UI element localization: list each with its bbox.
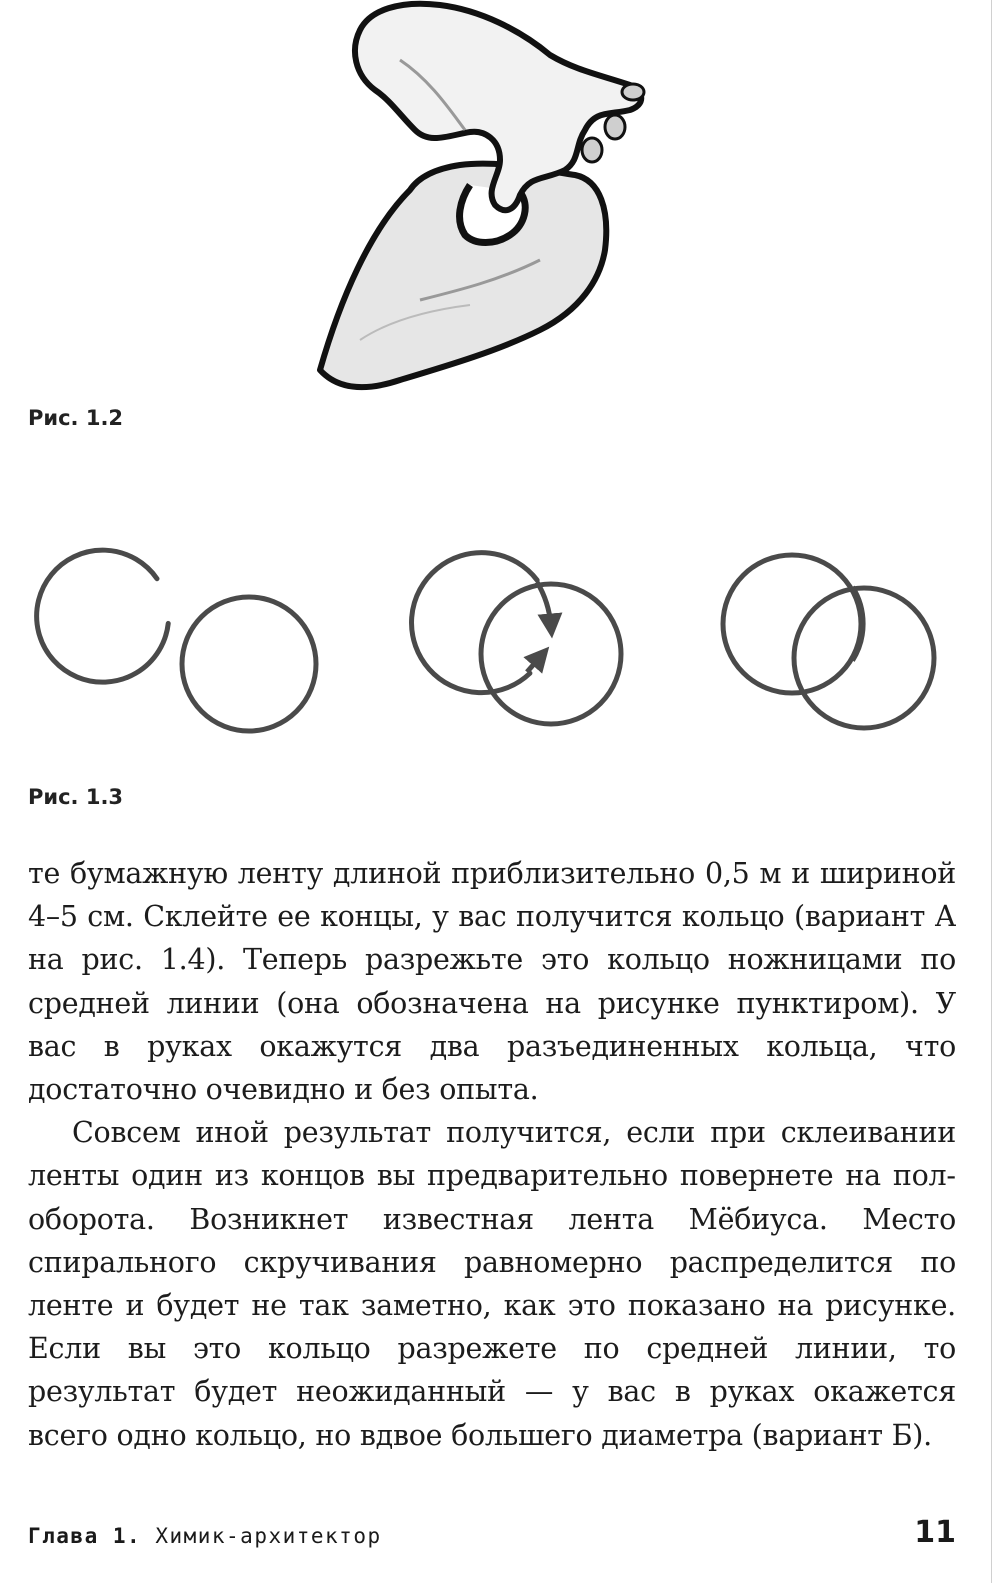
figure-1-2-caption: Рис. 1.2 <box>28 406 124 430</box>
figure-1-3-caption: Рис. 1.3 <box>28 785 124 809</box>
threaded-ring <box>481 584 621 724</box>
open-ring <box>37 550 169 682</box>
running-footer <box>28 1524 382 1548</box>
linked-ring-left <box>723 555 861 693</box>
threading-ring <box>412 553 538 693</box>
page-number: 11 <box>914 1515 956 1550</box>
paragraph-1: те бумажную ленту длиной приблизительно 0,5 м и шириной 4–5 см. Склейте ее концы, у вас получится кольцо (вариант А на рис. 1.4). Теперь разрежьте это кольцо ножницами по средней линии (она обозначена на рисунке пунктиром). У вас в руках окажутся два разъединенных кольца, что достаточно очевидно и без опыта. <box>28 857 956 1107</box>
closed-ring <box>182 597 316 731</box>
page-footer <box>28 1514 956 1550</box>
hand-illustration <box>300 0 660 400</box>
rings-illustration <box>0 520 1000 760</box>
chapter-label: Глава 1. <box>28 1524 142 1548</box>
page-edge <box>991 0 992 1583</box>
paragraph-2: Совсем иной результат получится, если при склеивании ленты один из концов вы предварительно повернете на полоборота. Возникнет известная лента Мёбиуса. Место спирального скручивания равномерно распределится по ленте и будет не так заметно, как это показано на рисунке. Если вы это кольцо разрежете по средней линии, то результат будет неожиданный — у вас в руках окажется всего одно кольцо, но вдвое большего диаметра (вариант Б). <box>28 1116 956 1452</box>
body-text <box>28 852 956 1457</box>
arrow-down <box>537 582 551 626</box>
chapter-title: Химик-архитектор <box>155 1524 382 1548</box>
arrow-up <box>527 656 541 672</box>
